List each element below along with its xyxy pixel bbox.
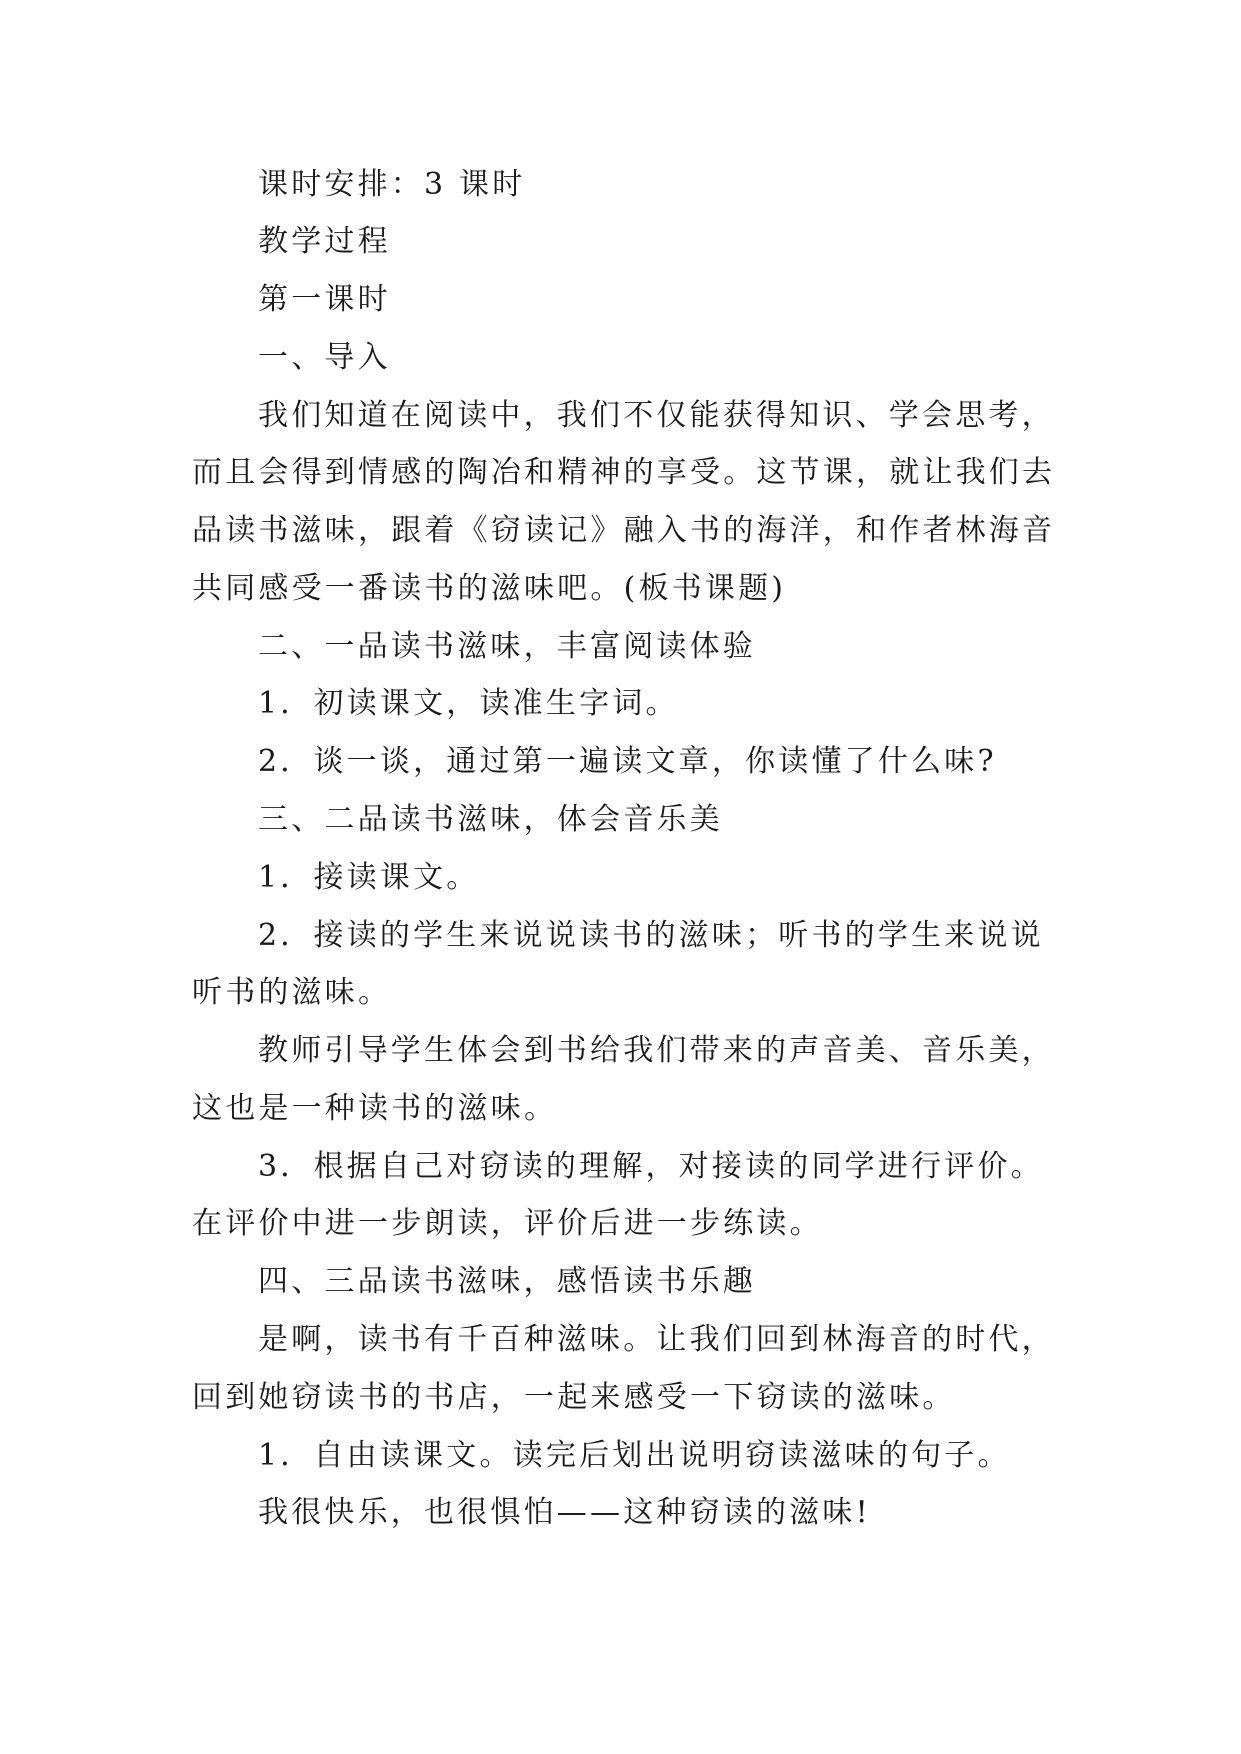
paragraph-line: 共同感受一番读书的滋味吧。(板书课题) — [192, 571, 787, 606]
section-heading-two: 二、一品读书滋味，丰富阅读体验 — [258, 629, 756, 664]
paragraph-line: 在评价中进一步朗读，评价后进一步练读。 — [192, 1206, 823, 1241]
list-item: 3．根据自己对窃读的理解，对接读的同学进行评价。 — [258, 1149, 1044, 1184]
paragraph-line: 听书的滋味。 — [192, 975, 392, 1010]
quote-line: 我很快乐，也很惧怕——这种窃读的滋味! — [258, 1495, 871, 1530]
paragraph-line: 这也是一种读书的滋味。 — [192, 1091, 558, 1126]
paragraph-line: 我们知道在阅读中，我们不仅能获得知识、学会思考， — [258, 398, 1055, 433]
paragraph-line: 而且会得到情感的陶冶和精神的享受。这节课，就让我们去 — [192, 455, 1056, 490]
schedule-line: 课时安排：3 课时 — [258, 167, 526, 202]
list-item: 2．接读的学生来说说读书的滋味；听书的学生来说说 — [258, 918, 1044, 953]
section-heading-three: 三、二品读书滋味，体会音乐美 — [258, 802, 723, 837]
paragraph-line: 是啊，读书有千百种滋味。让我们回到林海音的时代， — [258, 1322, 1055, 1357]
list-item: 1．初读课文，读准生字词。 — [258, 686, 679, 721]
list-item: 2．谈一谈，通过第一遍读文章，你读懂了什么味? — [258, 744, 997, 779]
heading-first-lesson: 第一课时 — [258, 282, 391, 317]
paragraph-line: 回到她窃读书的书店，一起来感受一下窃读的滋味。 — [192, 1380, 956, 1415]
heading-teaching-process: 教学过程 — [258, 224, 391, 259]
list-item: 1．接读课文。 — [258, 860, 480, 895]
section-heading-four: 四、三品读书滋味，感悟读书乐趣 — [258, 1264, 756, 1299]
paragraph-line: 品读书滋味，跟着《窃读记》融入书的海洋，和作者林海音 — [192, 513, 1056, 548]
list-item: 1．自由读课文。读完后划出说明窃读滋味的句子。 — [258, 1438, 1011, 1473]
section-heading-intro: 一、导入 — [258, 340, 391, 375]
paragraph-line: 教师引导学生体会到书给我们带来的声音美、音乐美， — [258, 1033, 1055, 1068]
